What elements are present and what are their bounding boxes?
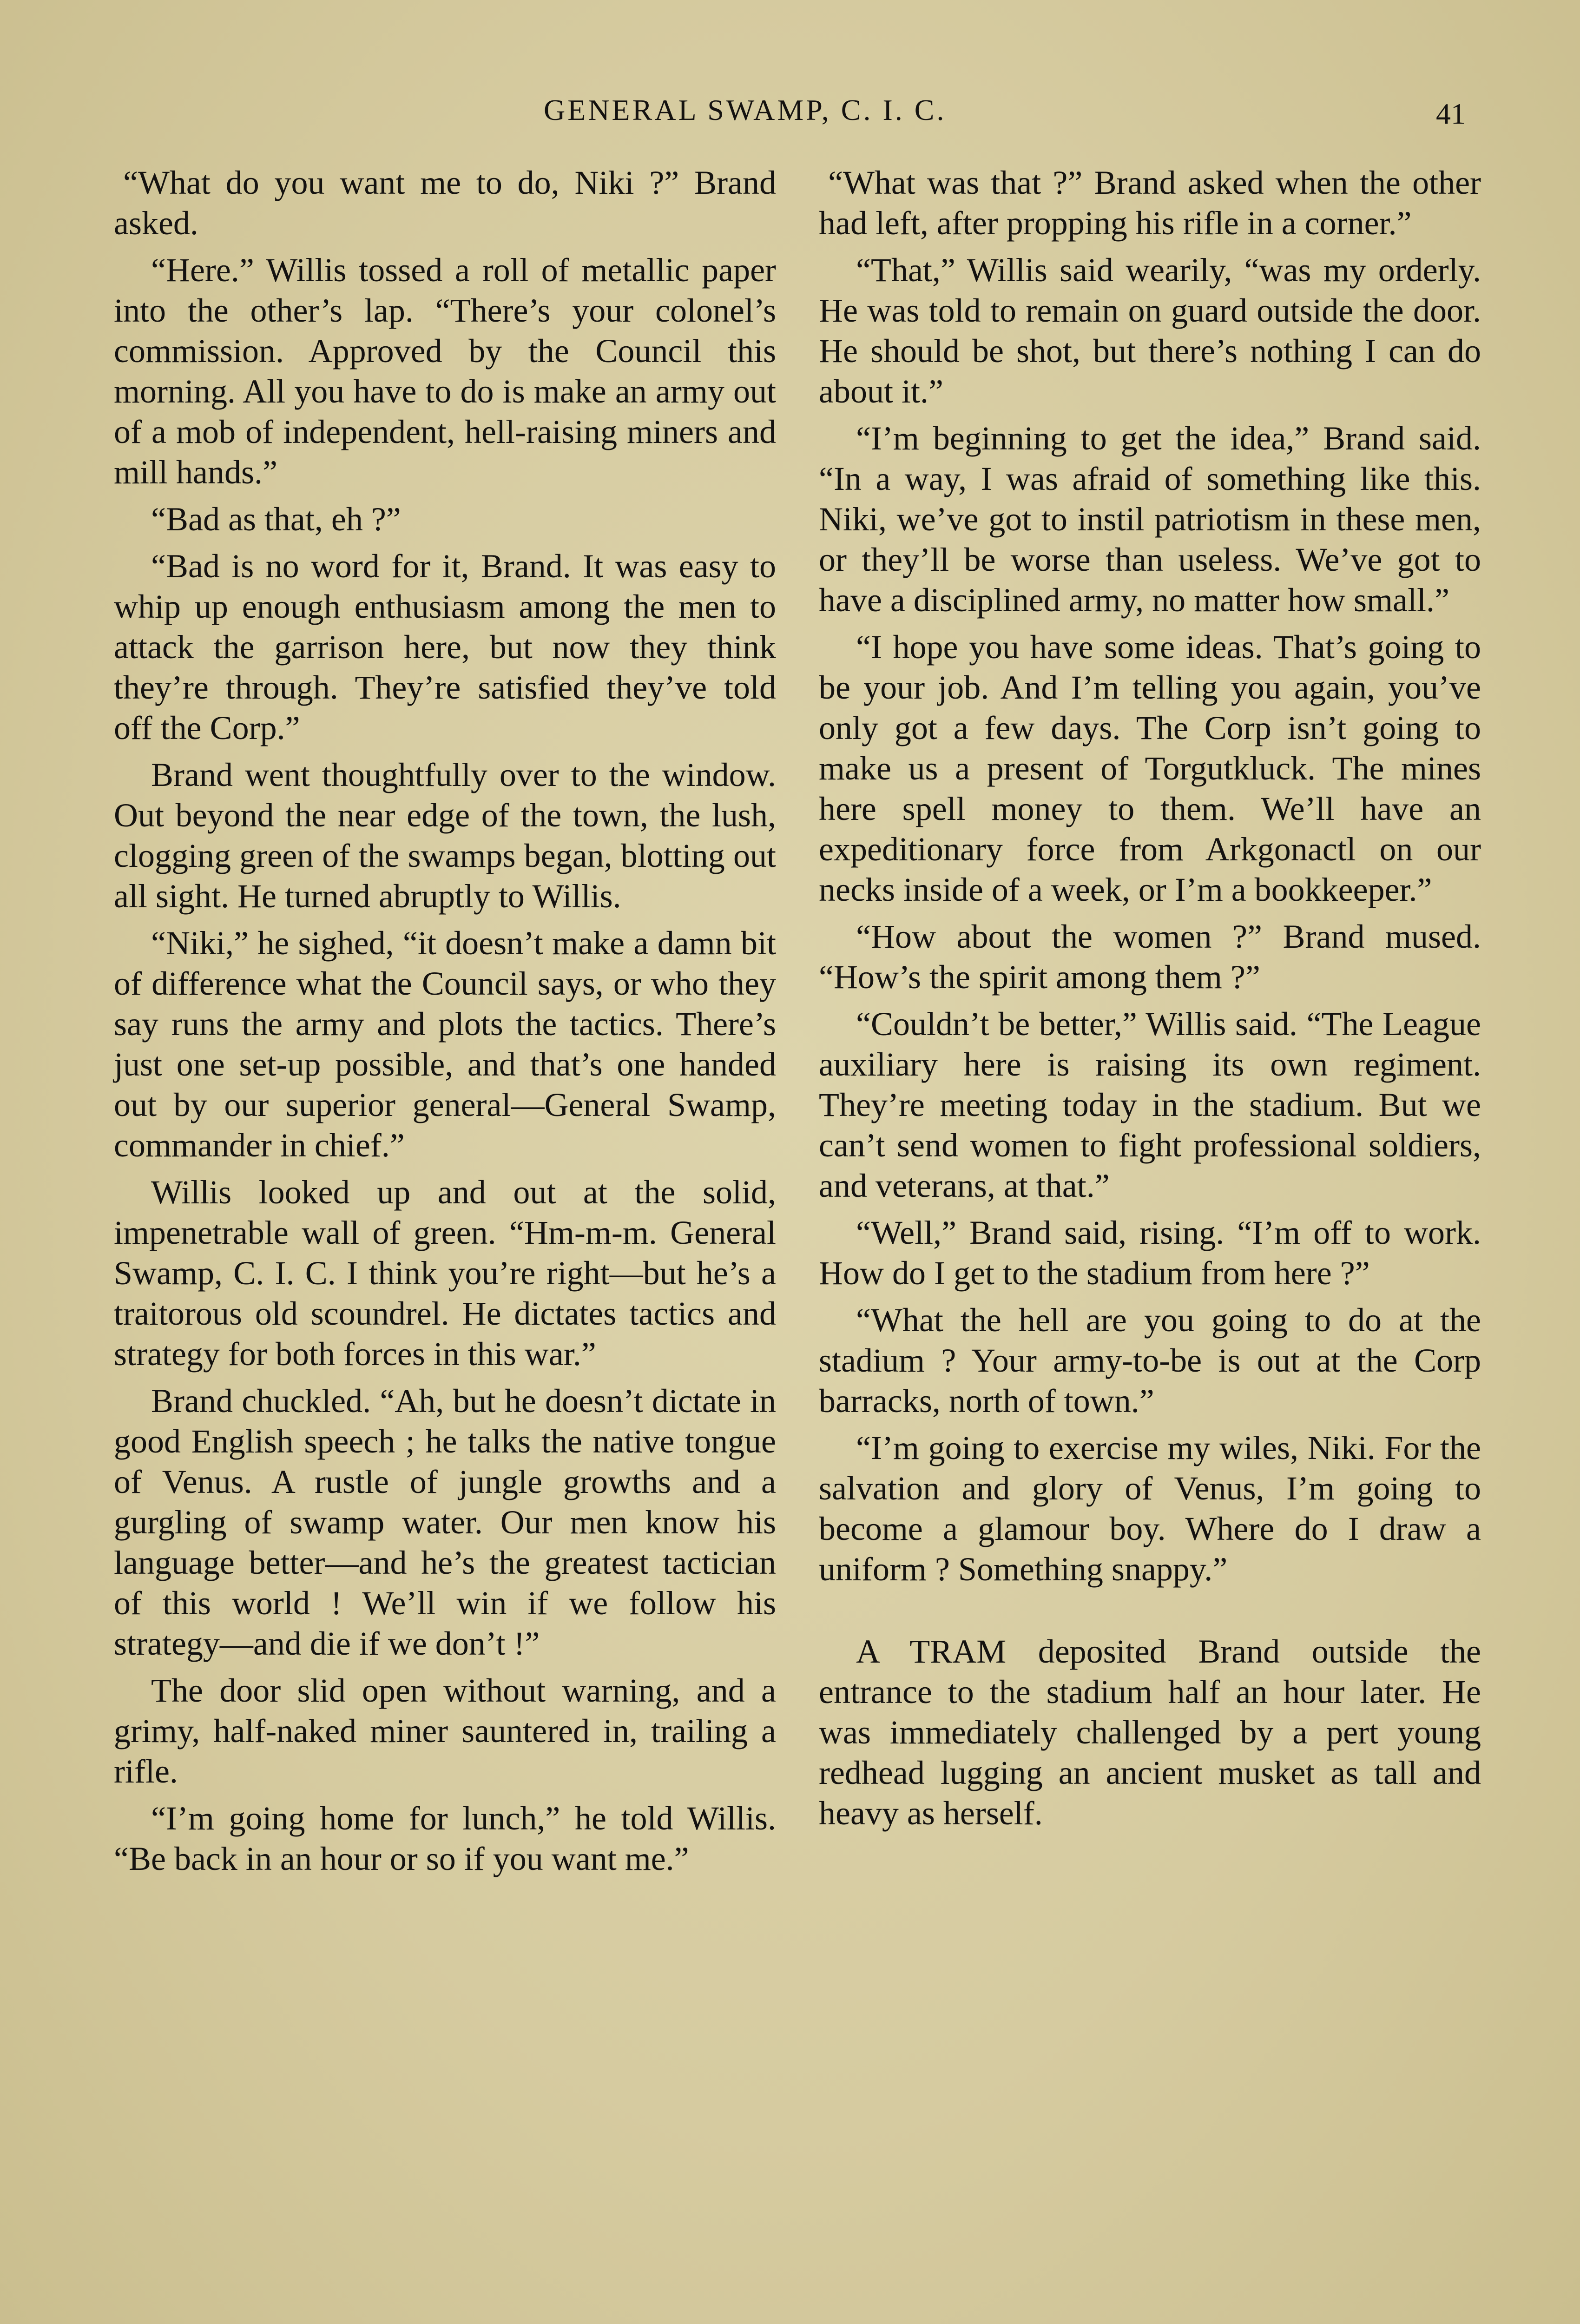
paragraph: Brand chuckled. “Ah, but he doesn’t dictate in good English speech ; he talks the native tongue of Venus. A rustle of jungle growths and a gurgling of swamp water. Our men know his language better—and he’s the greatest tactician of this world ! We’ll win if we follow his strategy—and die if we don’t !” [114, 1382, 776, 1662]
paragraph: “I’m going home for lunch,” he told Willis. “Be back in an hour or so if you want me.” [114, 1800, 776, 1877]
paragraph: “Bad as that, eh ?” [151, 501, 401, 538]
running-head [0, 93, 1580, 139]
paragraph: “What do you want me to do, Niki ?” Brand asked. [114, 164, 776, 242]
paragraph: “What the hell are you going to do at the stadium ? Your army-to-be is out at the Corp barracks, north of town.” [819, 1301, 1481, 1419]
paragraph: “Here.” Willis tossed a roll of metallic paper into the other’s lap. “There’s your colonel’s commission. Approved by the Council this morning. All you have to do is make an army out of a mob of independent, hell-raising miners and mill hands.” [114, 251, 776, 491]
paragraph: “I hope you have some ideas. That’s going to be your job. And I’m telling you again, you’ve only got a few days. The Corp isn’t going to make us a present of Torgutkluck. The mines here spell money to them. We’ll have an expeditionary force from Arkgonactl on our necks inside of a week, or I’m a bookkeeper.” [819, 628, 1481, 908]
paragraph: Willis looked up and out at the solid, impenetrable wall of green. “Hm-m-m. General Swamp, C. I. C. I think you’re right—but he’s a traitorous old scoundrel. He dictates tactics and strategy for both forces in this war.” [114, 1174, 776, 1373]
paragraph: “That,” Willis said wearily, “was my orderly. He was told to remain on guard outside the door. He should be shot, but there’s nothing I can do about it.” [819, 251, 1481, 410]
paragraph: Brand went thoughtfully over to the window. Out beyond the near edge of the town, the lush, clogging green of the swamps began, blotting out all sight. He turned abruptly to Willis. [114, 756, 776, 915]
paragraph: “How about the women ?” Brand mused. “How’s the spirit among them ?” [819, 918, 1481, 996]
paragraph: “I’m going to exercise my wiles, Niki. For the salvation and glory of Venus, I’m going to become a glamour boy. Where do I draw a uniform ? Something snappy.” [819, 1429, 1481, 1588]
paragraph: The door slid open without warning, and a grimy, half-naked miner sauntered in, trailing a rifle. [114, 1672, 776, 1790]
paragraph: “What was that ?” Brand asked when the other had left, after propping his rifle in a corner.” [819, 164, 1481, 242]
paragraph: “I’m beginning to get the idea,” Brand said. “In a way, I was afraid of something like this. Niki, we’ve got to instil patriotism in these men, or they’ll be worse than useless. We’ve got to have a disciplined army, no matter how small.” [819, 420, 1481, 619]
paragraph: “Couldn’t be better,” Willis said. “The League auxiliary here is raising its own regiment. They’re meeting today in the stadium. But we can’t send women to fight professional soldiers, and veterans, at that.” [819, 1005, 1481, 1204]
left-column [114, 163, 776, 1886]
paragraph: A TRAM deposited Brand outside the entrance to the stadium half an hour later. He was immediately challenged by a pert young redhead lugging an ancient musket as tall and heavy as herself. [819, 1633, 1481, 1832]
paragraph: “Niki,” he sighed, “it doesn’t make a damn bit of difference what the Council says, or who they say runs the army and plots the tactics. There’s just one set-up possible, and that’s one handed out by our superior general—General Swamp, commander in chief.” [114, 924, 776, 1164]
page-number: 41 [1436, 97, 1466, 130]
right-column [819, 163, 1481, 1840]
paragraph: “Bad is no word for it, Brand. It was easy to whip up enough enthusiasm among the men to attack the garrison here, but now they think they’re through. They’re satisfied they’ve told off the Corp.” [114, 548, 776, 746]
paragraph: “Well,” Brand said, rising. “I’m off to work. How do I get to the stadium from here ?” [819, 1214, 1481, 1292]
running-title: GENERAL SWAMP, C. I. C. [544, 93, 947, 126]
